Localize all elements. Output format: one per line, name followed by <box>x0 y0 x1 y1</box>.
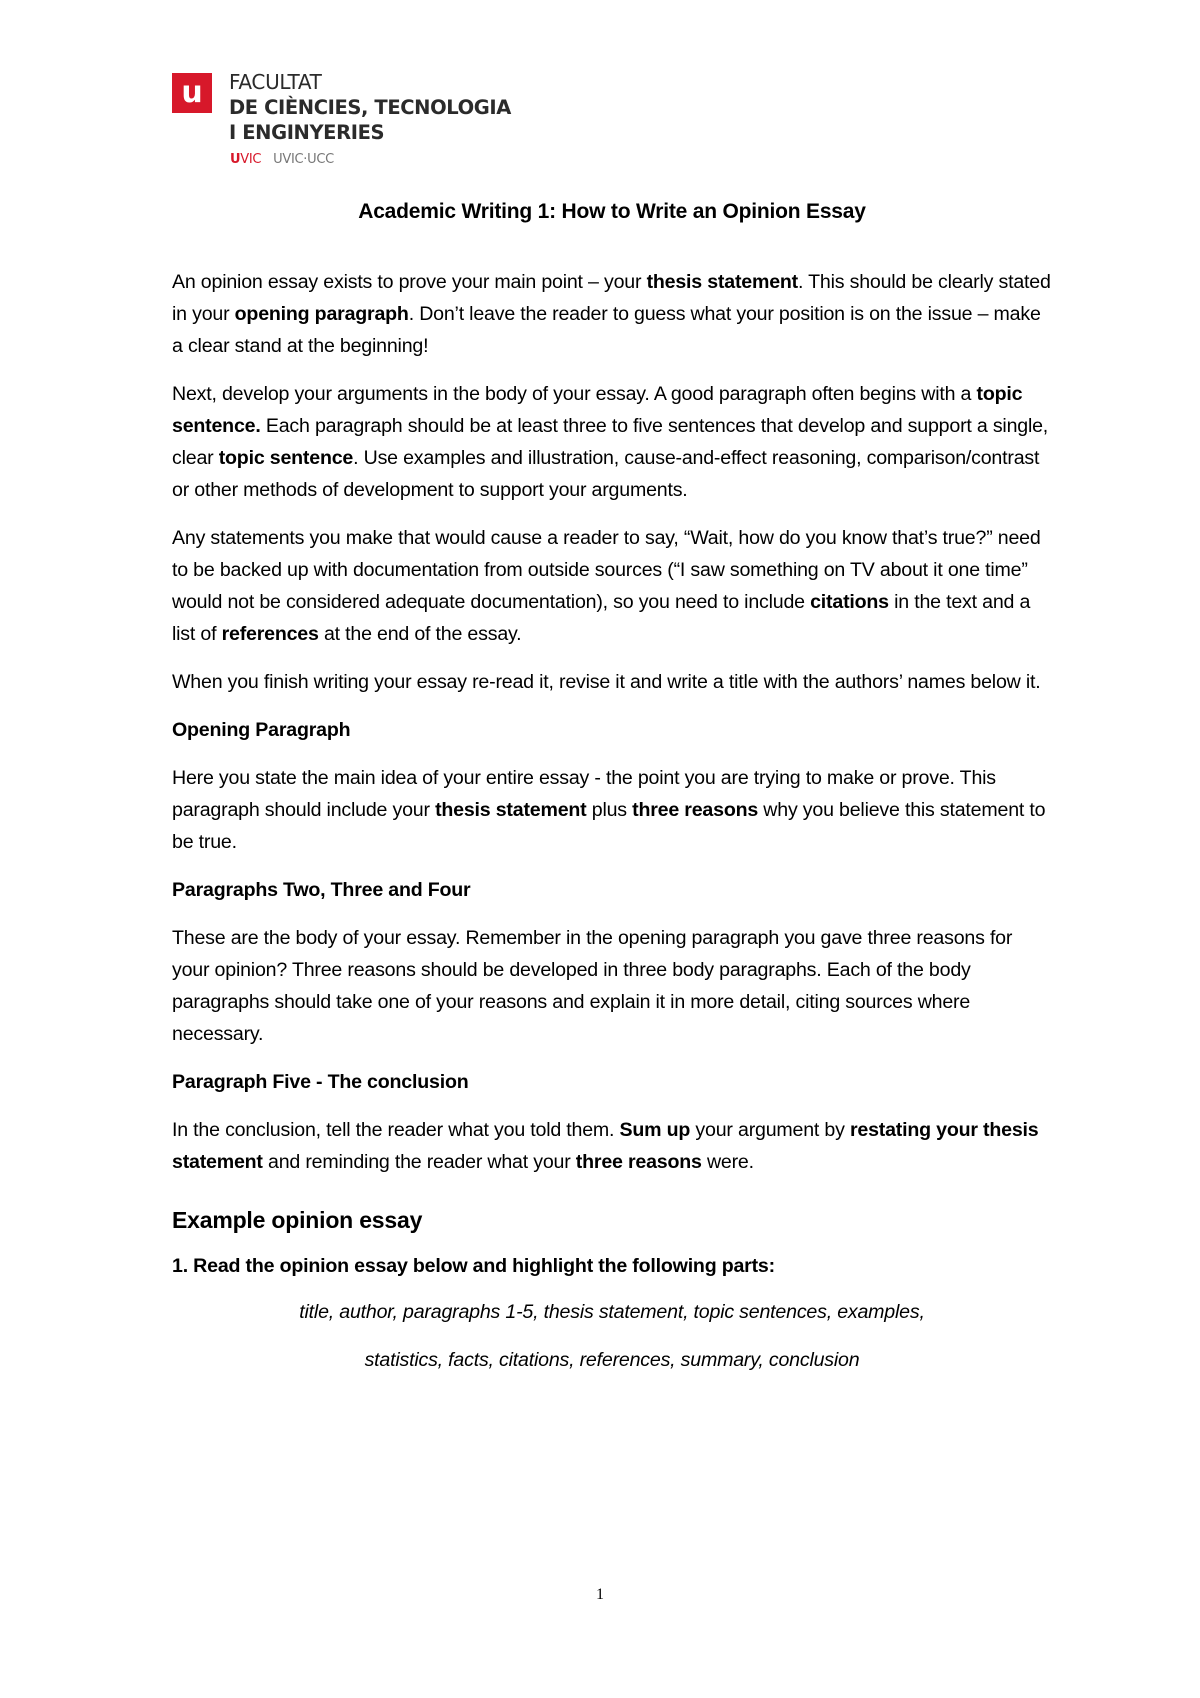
emphasis-topic-sentence: topic sentence <box>218 447 354 469</box>
section-conclusion-paragraph: In the conclusion, tell the reader what you told them. Sum up your argument by restating your thesis statement and reminding the reader what your three reasons were. <box>172 1119 1039 1173</box>
parts-list-line-1: title, author, paragraphs 1-5, thesis statement, topic sentences, examples, <box>299 1301 925 1323</box>
emphasis-citations: citations <box>810 591 889 613</box>
emphasis-topic-sentence: topic sentence. <box>172 383 1023 437</box>
section-heading-conclusion: Paragraph Five - The conclusion <box>172 1071 469 1093</box>
parts-list-line-2: statistics, facts, citations, references, summary, conclusion <box>364 1349 860 1371</box>
emphasis-restating-thesis: restating your thesis statement <box>172 1119 1039 1173</box>
emphasis-references: references <box>221 623 319 645</box>
emphasis-sum-up: Sum up <box>619 1119 691 1141</box>
section-heading-opening: Opening Paragraph <box>172 719 351 741</box>
document-body <box>172 196 1052 1392</box>
emphasis-thesis-statement: thesis statement <box>646 271 798 293</box>
uvic-logo-mark: u <box>172 73 212 113</box>
emphasis-three-reasons: three reasons <box>632 799 759 821</box>
intro-paragraph-3: Any statements you make that would cause a reader to say, “Wait, how do you know that’s true?” need to be backed up with documentation from outside sources (“I saw something on TV about it one time” would not be considered adequate documentation), so you need to include citations in the text and a list of references at the end of the essay. <box>172 527 1041 645</box>
faculty-name <box>229 70 511 145</box>
emphasis-three-reasons: three reasons <box>575 1151 702 1173</box>
example-heading: Example opinion essay <box>172 1207 423 1233</box>
uvic-wordmark: UVIC <box>230 152 262 167</box>
faculty-name-line-2: DE CIÈNCIES, TECNOLOGIA <box>229 96 511 119</box>
emphasis-thesis-statement: thesis statement <box>435 799 587 821</box>
page-number: 1 <box>596 1586 604 1603</box>
faculty-name-line-3: I ENGINYERIES <box>229 121 385 144</box>
task-instruction: 1. Read the opinion essay below and highlight the following parts: <box>172 1255 775 1277</box>
intro-paragraph-1: An opinion essay exists to prove your main point – your thesis statement. This should be clearly stated in your opening paragraph. Don’t leave the reader to guess what your position is on the issue – make a clear stand at the beginning! <box>172 271 1051 357</box>
emphasis-opening-paragraph: opening paragraph <box>234 303 409 325</box>
university-brand <box>230 152 334 168</box>
intro-paragraph-2: Next, develop your arguments in the body of your essay. A good paragraph often begins with a topic sentence. Each paragraph should be at least three to five sentences that develop and support a single, clear topic sentence. Use examples and illustration, cause-and-effect reasoning, comparison/contrast or other methods of development to support your arguments. <box>172 383 1049 501</box>
section-opening-paragraph: Here you state the main idea of your entire essay - the point you are trying to make or prove. This paragraph should include your thesis statement plus three reasons why you believe this statement to be true. <box>172 767 1046 853</box>
section-body-paragraph: These are the body of your essay. Remember in the opening paragraph you gave three reasons for your opinion? Three reasons should be developed in three body paragraphs. Each of the body paragraphs should take one of your reasons and explain it in more detail, citing sources where necessary. <box>172 927 1013 1045</box>
faculty-logo <box>172 70 572 170</box>
section-heading-body: Paragraphs Two, Three and Four <box>172 879 471 901</box>
document-title: Academic Writing 1: How to Write an Opinion Essay <box>358 200 866 223</box>
faculty-name-line-1: FACULTAT <box>229 70 322 94</box>
intro-paragraph-4: When you finish writing your essay re-read it, revise it and write a title with the authors’ names below it. <box>172 671 1041 693</box>
uvic-ucc-wordmark: UVIC·UCC <box>273 152 334 167</box>
